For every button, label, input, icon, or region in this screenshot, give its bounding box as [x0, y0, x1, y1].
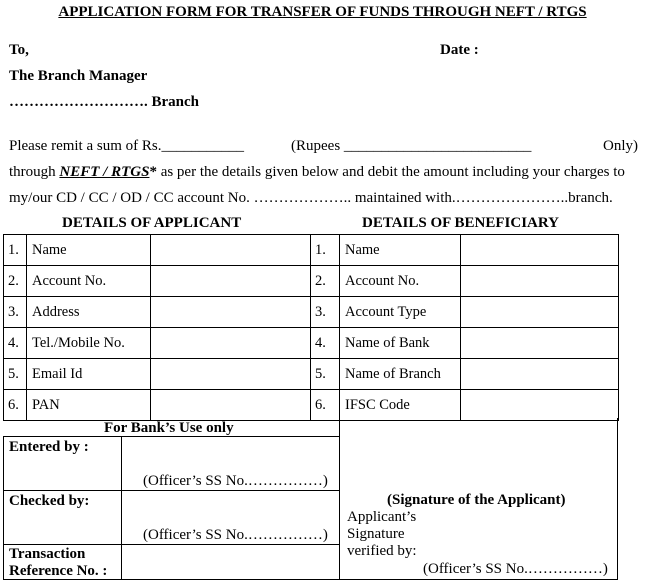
branch-dots: ………………………. — [9, 94, 148, 110]
form-title: APPLICATION FORM FOR TRANSFER OF FUNDS THROUGH NEFT / RTGS — [58, 4, 587, 20]
beneficiary-field-value[interactable] — [461, 390, 619, 421]
neft-asterisk: * — [149, 164, 157, 180]
sig-verified-line1: Applicant’s — [347, 509, 417, 525]
transaction-label-line1: Transaction — [9, 546, 86, 562]
beneficiary-field-label: Name of Branch — [340, 359, 461, 390]
beneficiary-field-label: Account No. — [340, 266, 461, 297]
applicant-field-value[interactable] — [151, 235, 311, 266]
signature-of-applicant: (Signature of the Applicant) — [387, 492, 566, 508]
applicant-row-number: 6. — [4, 390, 27, 421]
applicant-field-label: Name — [27, 235, 151, 266]
branch-label: Branch — [151, 94, 200, 110]
applicant-row-number: 3. — [4, 297, 27, 328]
applicant-row-number: 1. — [4, 235, 27, 266]
remit-amount-text: Please remit a sum of Rs.___________ — [9, 138, 244, 154]
only-text: Only) — [603, 138, 638, 154]
checked-by-label: Checked by: — [9, 493, 90, 509]
neft-rtgs-text: NEFT / RTGS — [59, 164, 150, 180]
to-label: To, — [9, 42, 29, 58]
sig-verified-line3: verified by: — [347, 543, 417, 559]
table-row — [4, 266, 619, 297]
applicant-row-number: 5. — [4, 359, 27, 390]
applicant-field-label: Email Id — [27, 359, 151, 390]
beneficiary-field-label: Name of Bank — [340, 328, 461, 359]
date-label: Date : — [440, 42, 479, 58]
transaction-reference-label — [9, 546, 107, 580]
beneficiary-field-value[interactable] — [461, 266, 619, 297]
applicant-field-label: Address — [27, 297, 151, 328]
through-line — [9, 164, 625, 181]
table-row — [4, 390, 619, 421]
beneficiary-row-number: 5. — [311, 359, 340, 390]
table-row — [4, 359, 619, 390]
beneficiary-row-number: 2. — [311, 266, 340, 297]
bank-use-heading: For Bank’s Use only — [104, 420, 234, 436]
applicant-field-value[interactable] — [151, 328, 311, 359]
applicant-field-value[interactable] — [151, 359, 311, 390]
table-row — [4, 235, 619, 266]
signature-verified-label — [347, 509, 417, 560]
beneficiary-field-label: Account Type — [340, 297, 461, 328]
through-word: through — [9, 164, 56, 180]
applicant-field-label: Tel./Mobile No. — [27, 328, 151, 359]
applicant-field-value[interactable] — [151, 266, 311, 297]
beneficiary-field-value[interactable] — [461, 235, 619, 266]
applicant-heading: DETAILS OF APPLICANT — [62, 215, 242, 231]
officer-ss-2: (Officer’s SS No.……………) — [143, 527, 328, 543]
beneficiary-heading: DETAILS OF BENEFICIARY — [362, 215, 560, 231]
sig-verified-line2: Signature — [347, 526, 405, 542]
table-row — [4, 297, 619, 328]
account-line: my/our CD / CC / OD / CC account No. ……………….. maintained with.…………………..branch. — [9, 190, 613, 206]
beneficiary-row-number: 6. — [311, 390, 340, 421]
beneficiary-field-value[interactable] — [461, 297, 619, 328]
beneficiary-row-number: 3. — [311, 297, 340, 328]
table-row — [4, 328, 619, 359]
details-table — [3, 234, 619, 421]
through-rest: as per the details given below and debit the amount including your charges to — [160, 164, 625, 180]
beneficiary-field-label: IFSC Code — [340, 390, 461, 421]
entered-by-label: Entered by : — [9, 439, 89, 455]
transaction-label-line2: Reference No. : — [9, 563, 108, 579]
rupees-text: (Rupees _________________________ — [291, 138, 532, 154]
beneficiary-field-label: Name — [340, 235, 461, 266]
beneficiary-field-value[interactable] — [461, 328, 619, 359]
bank-use-section — [3, 418, 618, 580]
applicant-field-label: PAN — [27, 390, 151, 421]
applicant-field-value[interactable] — [151, 297, 311, 328]
applicant-field-label: Account No. — [27, 266, 151, 297]
branch-line — [9, 94, 199, 111]
beneficiary-row-number: 4. — [311, 328, 340, 359]
beneficiary-field-value[interactable] — [461, 359, 619, 390]
officer-ss-1: (Officer’s SS No.……………) — [143, 473, 328, 489]
applicant-row-number: 2. — [4, 266, 27, 297]
applicant-field-value[interactable] — [151, 390, 311, 421]
branch-manager-label: The Branch Manager — [9, 68, 148, 84]
beneficiary-row-number: 1. — [311, 235, 340, 266]
applicant-row-number: 4. — [4, 328, 27, 359]
officer-ss-3: (Officer’s SS No.……………) — [423, 561, 608, 577]
